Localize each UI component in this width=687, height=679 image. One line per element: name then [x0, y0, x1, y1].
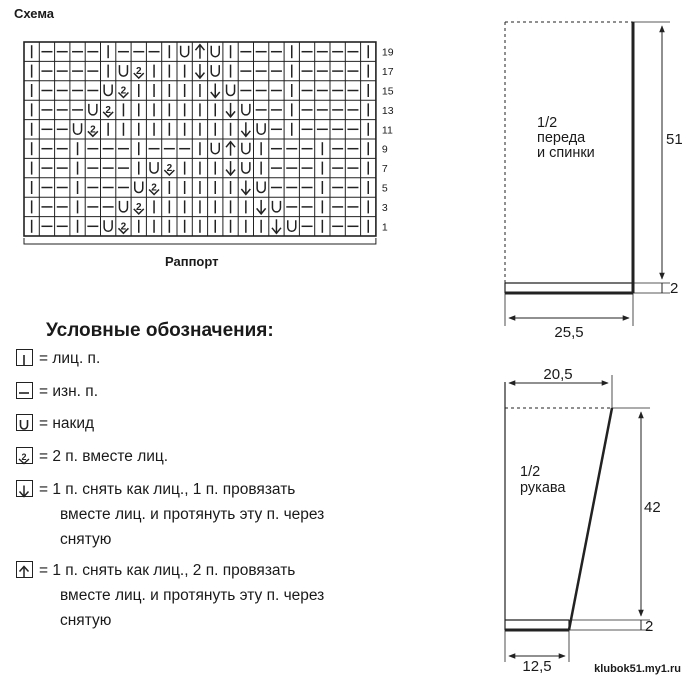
legend-title: Условные обозначения: — [46, 320, 274, 341]
sleeve-label-line: 1/2 — [520, 464, 541, 480]
body-width-dimension: 25,5 — [554, 324, 584, 341]
row-number: 15 — [381, 85, 394, 98]
watermark: klubok51.my1.ru — [594, 663, 681, 675]
svg-text:2: 2 — [90, 124, 96, 136]
row-number: 13 — [381, 104, 394, 117]
legend-text: = накид — [39, 415, 95, 432]
body-label-line: переда — [537, 130, 586, 146]
sleeve-top-width-dimension: 20,5 — [543, 366, 573, 383]
legend-text-line: снятую — [60, 612, 112, 629]
sleeve-bottom-width-dimension: 12,5 — [522, 658, 552, 675]
body-height-dimension: 51 — [666, 131, 683, 148]
legend-text-line: вместе лиц. и протянуть эту п. через — [60, 587, 325, 604]
legend-text: = лиц. п. — [39, 350, 101, 367]
sleeve-band-dimension: 2 — [645, 618, 654, 635]
row-number: 17 — [381, 66, 394, 79]
svg-text:2: 2 — [166, 163, 173, 175]
sleeve-height-dimension: 42 — [644, 499, 661, 516]
row-number: 19 — [381, 46, 394, 59]
row-number: 11 — [381, 124, 393, 137]
svg-text:2: 2 — [135, 201, 142, 213]
legend-text: = изн. п. — [39, 383, 98, 400]
body-label-line: и спинки — [537, 145, 595, 161]
row-number: 9 — [381, 143, 388, 156]
rapport-label: Раппорт — [165, 254, 219, 269]
row-number: 3 — [381, 201, 388, 214]
legend-text-line: вместе лиц. и протянуть эту п. через — [60, 506, 325, 523]
row-number: 1 — [381, 221, 388, 234]
svg-text:2: 2 — [151, 182, 157, 194]
svg-text:2: 2 — [120, 85, 127, 97]
svg-text:2: 2 — [120, 221, 127, 233]
legend-text-line: снятую — [60, 531, 112, 548]
svg-text:2: 2 — [135, 66, 142, 78]
chart-title: Схема — [14, 6, 55, 21]
row-number: 5 — [381, 182, 388, 195]
svg-text:2: 2 — [21, 452, 27, 462]
legend-text-line: = 1 п. снять как лиц., 2 п. провязать — [39, 562, 296, 579]
body-scheme — [505, 22, 670, 326]
svg-text:2: 2 — [105, 104, 111, 116]
row-number: 7 — [381, 163, 388, 176]
sleeve-label-line: рукава — [520, 480, 566, 496]
legend-text: = 2 п. вместе лиц. — [39, 448, 169, 465]
body-band-dimension: 2 — [670, 280, 679, 297]
legend-text-line: = 1 п. снять как лиц., 1 п. провязать — [39, 481, 296, 498]
sleeve-scheme — [505, 375, 650, 662]
body-label-line: 1/2 — [537, 115, 558, 131]
